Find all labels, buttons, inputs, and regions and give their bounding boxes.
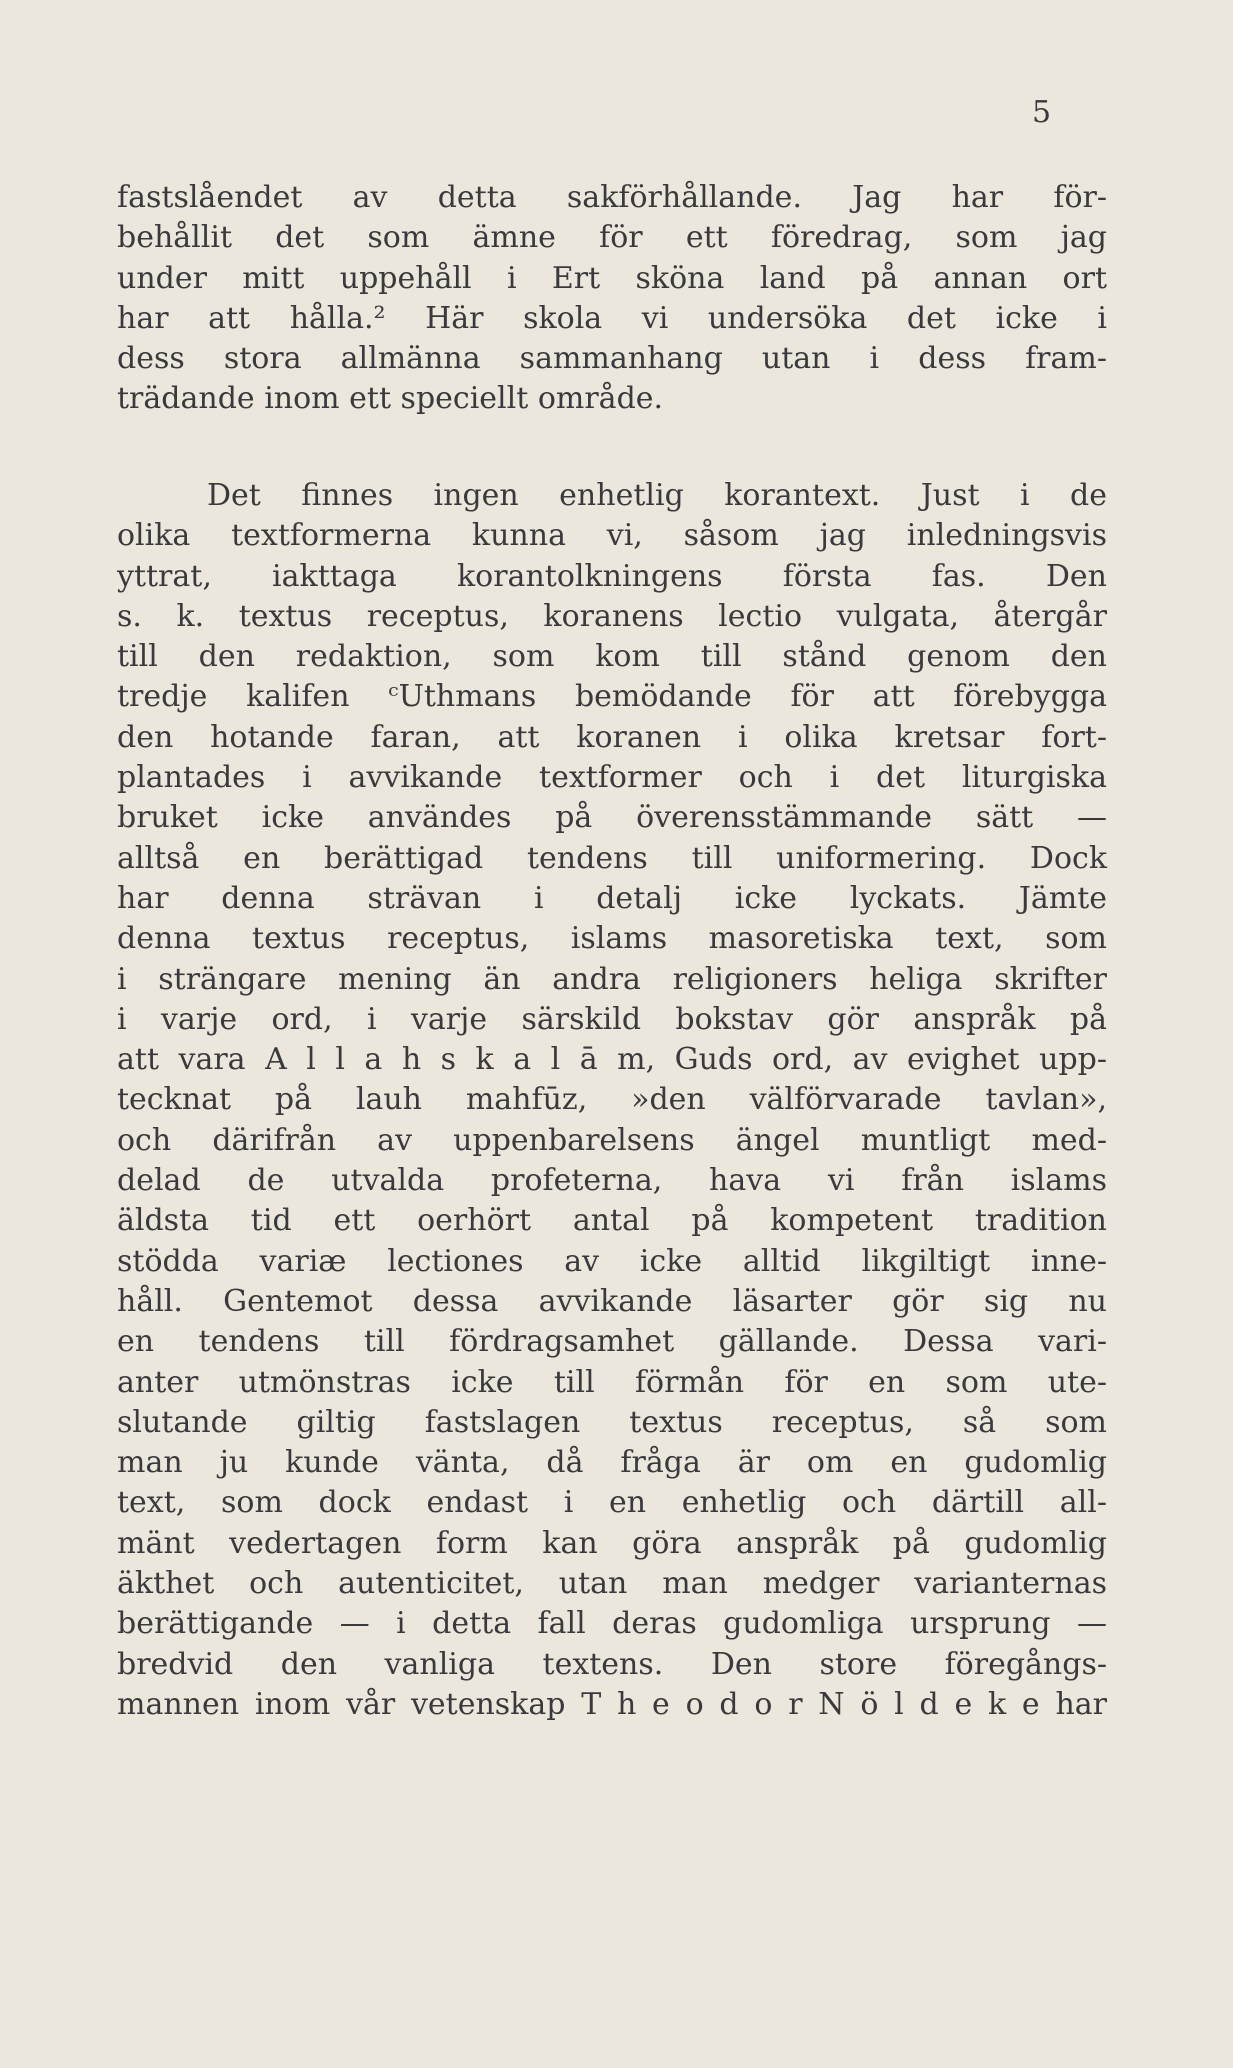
- text-line: fastslåendet av detta sakförhållande. Jag har för-: [117, 180, 1107, 215]
- text-line: äldsta tid ett oerhört antal på kompetent tradition: [117, 1203, 1107, 1239]
- text-line: dess stora allmänna sammanhang utan i dess fram-: [117, 341, 1107, 377]
- paragraph-1: [117, 178, 1107, 420]
- text-line: den hotande faran, att koranen i olika kretsar fort-: [117, 719, 1107, 755]
- text-line: berättigande — i detta fall deras gudomliga ursprung —: [117, 1606, 1107, 1642]
- text-line: mannen inom vår vetenskap T h e o d o r N ö l d e k e har: [117, 1686, 1107, 1722]
- text-line: plantades i avvikande textformer och i det liturgiska: [117, 760, 1107, 796]
- text-line: man ju kunde vänta, då fråga är om en gudomlig: [117, 1445, 1107, 1481]
- page-number: 5: [1032, 95, 1052, 130]
- text-line: yttrat, iakttaga korantolkningens första fas. Den: [117, 558, 1107, 594]
- text-line: bredvid den vanliga textens. Den store föregångs-: [117, 1646, 1107, 1682]
- text-line: stödda variæ lectiones av icke alltid likgiltigt inne-: [117, 1243, 1107, 1279]
- text-line: en tendens till fördragsamhet gällande. Dessa vari-: [117, 1324, 1107, 1360]
- text-line: äkthet och autenticitet, utan man medger varianternas: [117, 1566, 1107, 1602]
- text-line: denna textus receptus, islams masoretiska text, som: [117, 921, 1107, 957]
- text-line: och därifrån av uppenbarelsens ängel muntligt med-: [117, 1122, 1107, 1158]
- text-line: bruket icke användes på överensstämmande sätt —: [117, 800, 1107, 836]
- text-line: delad de utvalda profeterna, hava vi från islams: [117, 1163, 1107, 1199]
- text-line: har denna strävan i detalj icke lyckats. Jämte: [117, 880, 1107, 916]
- text-line: har att hålla.² Här skola vi undersöka det icke i: [117, 300, 1107, 336]
- text-line: i strängare mening än andra religioners heliga skrifter: [117, 961, 1107, 997]
- text-line: alltså en berättigad tendens till uniformering. Dock: [117, 840, 1107, 876]
- text-line: att vara A l l a h s k a l ā m, Guds ord, av evighet upp-: [117, 1042, 1107, 1078]
- text-line: trädande inom ett speciellt område.: [117, 381, 664, 417]
- text-line: Det finnes ingen enhetlig korantext. Just i de: [207, 478, 1107, 513]
- text-line: tredje kalifen ᶜUthmans bemödande för att förebygga: [117, 679, 1107, 715]
- text-line: olika textformerna kunna vi, såsom jag inledningsvis: [117, 518, 1107, 554]
- text-line: text, som dock endast i en enhetlig och därtill all-: [117, 1485, 1107, 1521]
- text-line: tecknat på lauh mahfūz, »den välförvarade tavlan»,: [117, 1082, 1107, 1118]
- text-line: mänt vedertagen form kan göra anspråk på gudomlig: [117, 1525, 1107, 1561]
- text-line: anter utmönstras icke till förmån för en som ute-: [117, 1364, 1107, 1400]
- text-line: i varje ord, i varje särskild bokstav gör anspråk på: [117, 1001, 1107, 1037]
- text-line: håll. Gentemot dessa avvikande läsarter gör sig nu: [117, 1283, 1107, 1319]
- text-line: till den redaktion, som kom till stånd genom den: [117, 639, 1107, 675]
- text-line: behållit det som ämne för ett föredrag, som jag: [117, 220, 1107, 256]
- text-line: s. k. textus receptus, koranens lectio vulgata, återgår: [117, 598, 1107, 634]
- text-line: under mitt uppehåll i Ert sköna land på annan ort: [117, 260, 1107, 296]
- paragraph-2: [117, 476, 1107, 1725]
- text-line: slutande giltig fastslagen textus receptus, så som: [117, 1404, 1107, 1440]
